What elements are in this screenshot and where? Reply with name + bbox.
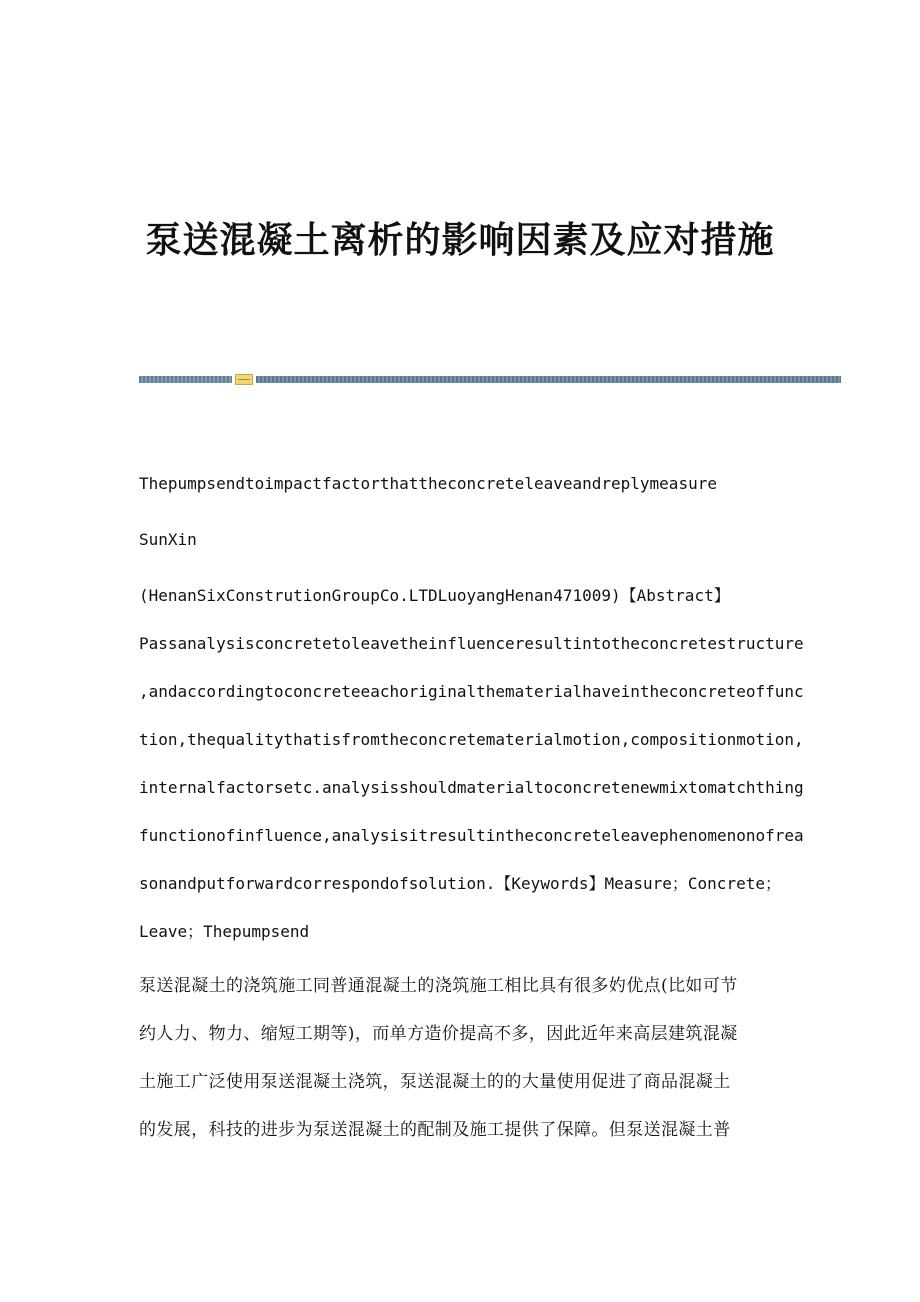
abstract-line: tion,thequalitythatisfromtheconcretematerialmotion,compositionmotion, bbox=[139, 730, 804, 749]
body-paragraph-line: 约人力、物力、缩短工期等)，而单方造价提高不多，因此近年来高层建筑混凝 bbox=[139, 1024, 738, 1044]
envelope-icon bbox=[235, 374, 253, 385]
abstract-line: functionofinfluence,analysisitresultintheconcreteleavephenomenonofrea bbox=[139, 826, 804, 845]
abstract-line: ,andaccordingtoconcreteeachoriginalthematerialhaveintheconcreteoffunc bbox=[139, 682, 804, 701]
title-divider bbox=[139, 374, 841, 384]
abstract-line: Passanalysisconcretetoleavetheinfluenceresultintotheconcretestructure bbox=[139, 634, 804, 653]
body-paragraph-line: 泵送混凝土的浇筑施工同普通混凝土的浇筑施工相比具有很多妁优点(比如可节 bbox=[139, 976, 738, 996]
divider-bar-right bbox=[256, 376, 841, 383]
author-name: SunXin bbox=[139, 530, 197, 549]
keywords-line: sonandputforwardcorrespondofsolution.【Keywords】Measure；Concrete； bbox=[139, 874, 781, 893]
document-title: 泵送混凝土离析的影响因素及应对措施 bbox=[145, 219, 775, 261]
divider-bar-left bbox=[139, 376, 232, 383]
english-title: Thepumpsendtoimpactfactorthattheconcreteleaveandreplymeasure bbox=[139, 474, 717, 493]
body-paragraph-line: 的发展，科技的进步为泵送混凝土的配制及施工提供了保障。但泵送混凝土普 bbox=[139, 1120, 731, 1140]
body-paragraph-line: 土施工广泛使用泵送混凝土浇筑，泵送混凝土的的大量使用促进了商品混凝土 bbox=[139, 1072, 731, 1092]
abstract-line: internalfactorsetc.analysisshouldmaterialtoconcretenewmixtomatchthing bbox=[139, 778, 804, 797]
keywords-line: Leave；Thepumpsend bbox=[139, 922, 310, 941]
abstract-line: (HenanSixConstrutionGroupCo.LTDLuoyangHenan471009)【Abstract】 bbox=[139, 586, 730, 605]
